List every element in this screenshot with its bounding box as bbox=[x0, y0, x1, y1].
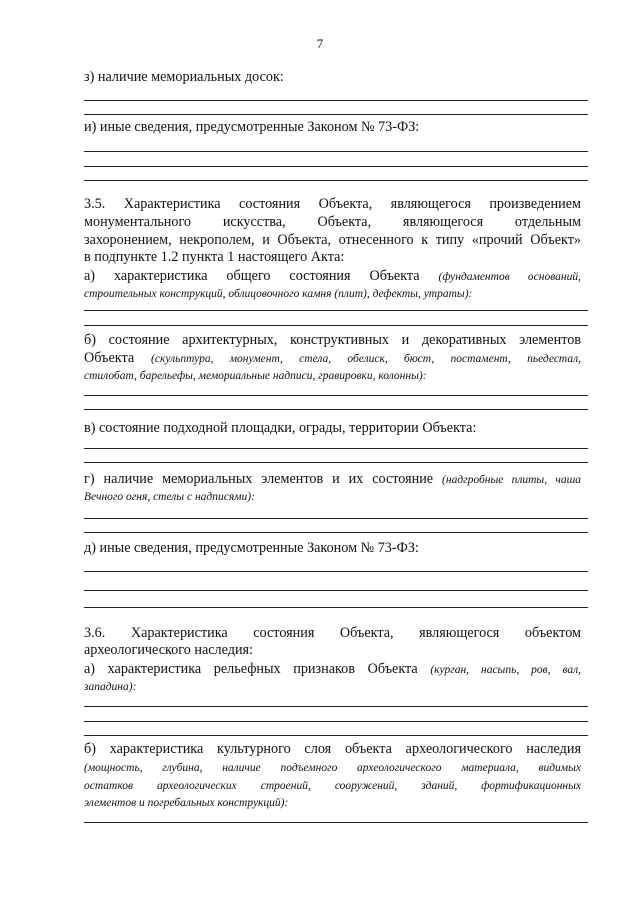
item-3-5-g bbox=[84, 470, 581, 490]
fill-line bbox=[84, 395, 588, 396]
section-3-6-line-1: 3.6. Характеристика состояния Объекта, являющегося объектом bbox=[84, 625, 581, 641]
fill-line bbox=[84, 590, 588, 591]
item-3-6-b-note-2: остатков археологических строений, сооружений, зданий, фортификационных bbox=[84, 780, 581, 792]
item-i-label: и) иные сведения, предусмотренные Законом № 73-ФЗ: bbox=[84, 119, 420, 135]
item-3-5-b-note-cont: стилобат, барельефы, мемориальные надписи, гравировки, колонны): bbox=[84, 370, 427, 382]
item-3-5-b-note: (скульптура, монумент, стела, обелиск, бюст, постамент, пьедестал, bbox=[151, 353, 582, 365]
fill-line bbox=[84, 706, 588, 707]
fill-line bbox=[84, 571, 588, 572]
fill-line bbox=[84, 448, 588, 449]
item-3-6-a bbox=[84, 660, 581, 680]
section-3-5-line-2: монументального искусства, Объекта, являющегося отдельным bbox=[84, 214, 581, 230]
item-3-5-g-note: (надгробные плиты, чаша bbox=[442, 474, 582, 486]
item-3-5-a bbox=[84, 267, 581, 287]
fill-line bbox=[84, 100, 588, 101]
item-3-5-b-label: б) состояние архитектурных, конструктивных и декоративных элементов bbox=[84, 332, 581, 348]
fill-line bbox=[84, 151, 588, 152]
item-3-6-b-note-1: (мощность, глубина, наличие подъемного археологического материала, видимых bbox=[84, 762, 581, 774]
fill-line bbox=[84, 114, 588, 115]
fill-line bbox=[84, 462, 588, 463]
fill-line bbox=[84, 721, 588, 722]
fill-line bbox=[84, 518, 588, 519]
item-3-5-a-note-cont: строительных конструкций, облицовочного камня (плит), дефекты, утраты): bbox=[84, 288, 473, 300]
item-3-5-b-label-cont: Объекта bbox=[84, 350, 135, 366]
fill-line bbox=[84, 166, 588, 167]
item-3-5-v-label: в) состояние подходной площадки, ограды, территории Объекта: bbox=[84, 420, 477, 436]
item-3-6-a-note: (курган, насыпь, ров, вал, bbox=[430, 664, 582, 676]
fill-line bbox=[84, 735, 588, 736]
item-3-5-d-label: д) иные сведения, предусмотренные Законом № 73-ФЗ: bbox=[84, 540, 419, 556]
item-3-6-a-note-cont: западина): bbox=[84, 681, 137, 693]
item-3-6-a-label: а) характеристика рельефных признаков Объекта bbox=[84, 661, 418, 677]
item-3-5-b-line-2 bbox=[84, 349, 581, 369]
section-3-6-line-2: археологического наследия: bbox=[84, 642, 254, 658]
section-3-5-line-4: в подпункте 1.2 пункта 1 настоящего Акта: bbox=[84, 249, 345, 265]
section-3-5-line-3: захоронением, некрополем, и Объекта, отнесенного к типу «прочий Объект» bbox=[84, 232, 581, 248]
item-3-5-a-note: (фундаментов оснований, bbox=[438, 271, 581, 283]
fill-line bbox=[84, 532, 588, 533]
fill-line bbox=[84, 310, 588, 311]
item-3-5-a-label: а) характеристика общего состояния Объекта bbox=[84, 268, 420, 284]
fill-line bbox=[84, 325, 588, 326]
fill-line bbox=[84, 822, 588, 823]
fill-line bbox=[84, 180, 588, 181]
item-3-5-g-label: г) наличие мемориальных элементов и их состояние bbox=[84, 471, 434, 487]
item-3-5-g-note-cont: Вечного огня, стелы с надписями): bbox=[84, 491, 255, 503]
item-z-label: з) наличие мемориальных досок: bbox=[84, 69, 284, 85]
item-3-6-b-note-3: элементов и погребальных конструкций): bbox=[84, 797, 289, 809]
section-3-5-line-1: 3.5. Характеристика состояния Объекта, являющегося произведением bbox=[84, 196, 581, 212]
page-number: 7 bbox=[316, 36, 324, 51]
fill-line bbox=[84, 409, 588, 410]
item-3-6-b-label: б) характеристика культурного слоя объекта археологического наследия bbox=[84, 741, 581, 757]
fill-line bbox=[84, 607, 588, 608]
